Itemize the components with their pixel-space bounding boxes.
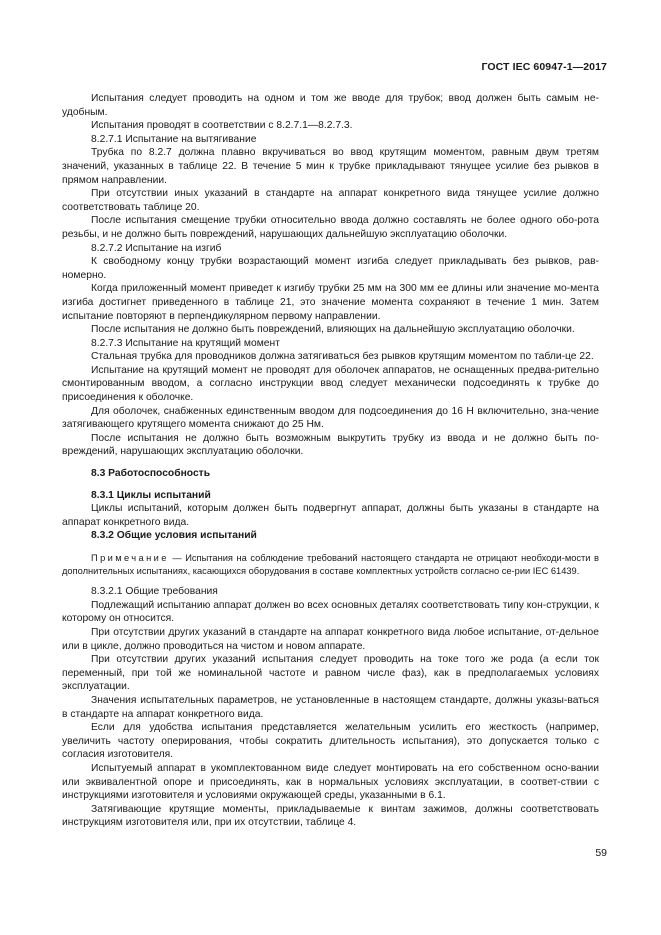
subsection-heading: 8.2.7.1 Испытание на вытягивание: [91, 133, 257, 145]
paragraph: При отсутствии других указаний испытания следует проводить на токе того же рода (а если ток переменный, при той же номинальной частоте и равном числе фаз), как в предполагаемых условиях эксплуатации.: [62, 654, 599, 693]
paragraph: Испытуемый аппарат в укомплектованном виде следует монтировать на его собственном осно-вании или эквивалентной опоре и присоединять, как в нормальных условиях эксплуатации, в соответ-ствии с инструкциями изготовителя и условиями окружающей среды, указанными в 6.1.: [62, 762, 599, 802]
note-text: — Испытания на соблюдение требований настоящего стандарта не отрицают необходи-мости в дополнительных испытаниях, касающихся оборудования в составе комплектных устройств согласно се-рии IEC 61439.: [62, 553, 599, 576]
note: [62, 552, 599, 577]
paragraph: После испытания смещение трубки относительно ввода должно составлять не более одного обо-рота резьбы, и не должно быть повреждений, нарушающих дальнейшую эксплуатацию оболочки.: [62, 215, 599, 240]
section-heading-8-3-1: 8.3.1 Циклы испытаний: [91, 489, 211, 501]
page-number: 59: [595, 847, 607, 859]
subsection-heading: 8.3.2.1 Общие требования: [91, 586, 218, 598]
paragraph: Стальная трубка для проводников должна затягиваться без рывков крутящим моментом по табли-це 22.: [91, 351, 594, 363]
paragraph: Трубка по 8.2.7 должна плавно вкручиваться во ввод крутящим моментом, равным двум третям значений, указанных в таблице 22. В течение 5 мин к трубке прикладывают тянущее усилие без рывков в прямом направлении.: [62, 147, 599, 186]
section-heading-8-3-2: 8.3.2 Общие условия испытаний: [91, 530, 257, 542]
paragraph: Подлежащий испытанию аппарат должен во всех основных деталях соответствовать типу кон-струкции, к которому он относится.: [62, 599, 599, 625]
paragraph: Испытание на крутящий момент не проводят для оболочек аппаратов, не оснащенных предва-рительно смонтированным вводом, а согласно инструкции ввод следует механически подсоединять к трубке до присоединения к оболочке.: [62, 364, 599, 404]
paragraph: При отсутствии иных указаний в стандарте на аппарат конкретного вида тянущее усилие должно соответствовать таблице 20.: [62, 188, 599, 213]
section-heading-8-3: 8.3 Работоспособность: [91, 468, 211, 480]
paragraph: Когда приложенный момент приведет к изгибу трубки 25 мм на 300 мм ее длины или значение мо-мента изгиба достигнет приведенного в таблице 21, это значение момента сохраняют в течение 1 мин. Затем испытание повторяют в перпендикулярном первому направлении.: [62, 283, 599, 322]
paragraph: После испытания не должно быть возможным выкрутить трубку из ввода и не должно быть по-вреждений, нарушающих эксплуатацию оболочки.: [62, 432, 599, 458]
note-label: Примечание: [91, 553, 169, 563]
standard-header: ГОСТ IEC 60947-1—2017: [481, 61, 607, 73]
paragraph: Если для удобства испытания представляется желательным усилить его жесткость (например, увеличить частоту оперирования, чтобы сократить длительность испытания), это допускается только с согласия изготовителя.: [62, 722, 599, 761]
paragraph: После испытания не должно быть повреждений, влияющих на дальнейшую эксплуатацию оболочки.: [91, 324, 575, 336]
paragraph: Испытания следует проводить на одном и том же вводе для трубок; ввод должен быть самым не-удобным.: [62, 93, 599, 118]
paragraph: Затягивающие крутящие моменты, прикладываемые к винтам зажимов, должны соответствовать инструкциям изготовителя или, при их отсутствии, таблице 4.: [62, 803, 599, 829]
paragraph: Циклы испытаний, которым должен быть подвергнут аппарат, должны быть указаны в стандарте на аппарат конкретного вида.: [62, 503, 599, 528]
paragraph: Испытания проводят в соответствии с 8.2.7.1—8.2.7.3.: [91, 120, 353, 132]
paragraph: К свободному концу трубки возрастающий момент изгиба следует прикладывать без рывков, рав-номерно.: [62, 256, 599, 281]
paragraph: При отсутствии других указаний в стандарте на аппарат конкретного вида любое испытание, от-дельное или в цикле, должно проводиться на чистом и новом аппарате.: [62, 626, 599, 652]
subsection-heading: 8.2.7.3 Испытание на крутящий момент: [91, 337, 280, 349]
paragraph: Значения испытательных параметров, не установленные в настоящем стандарте, должны указы-ваться в стандарте на аппарат конкретного вида.: [62, 694, 599, 720]
paragraph: Для оболочек, снабженных единственным вводом для подсоединения до 16 Н включительно, зна-чение затягивающего крутящего момента снижают до 25 Нм.: [62, 405, 599, 431]
subsection-heading: 8.2.7.2 Испытание на изгиб: [91, 242, 222, 254]
document-body: [62, 92, 599, 830]
